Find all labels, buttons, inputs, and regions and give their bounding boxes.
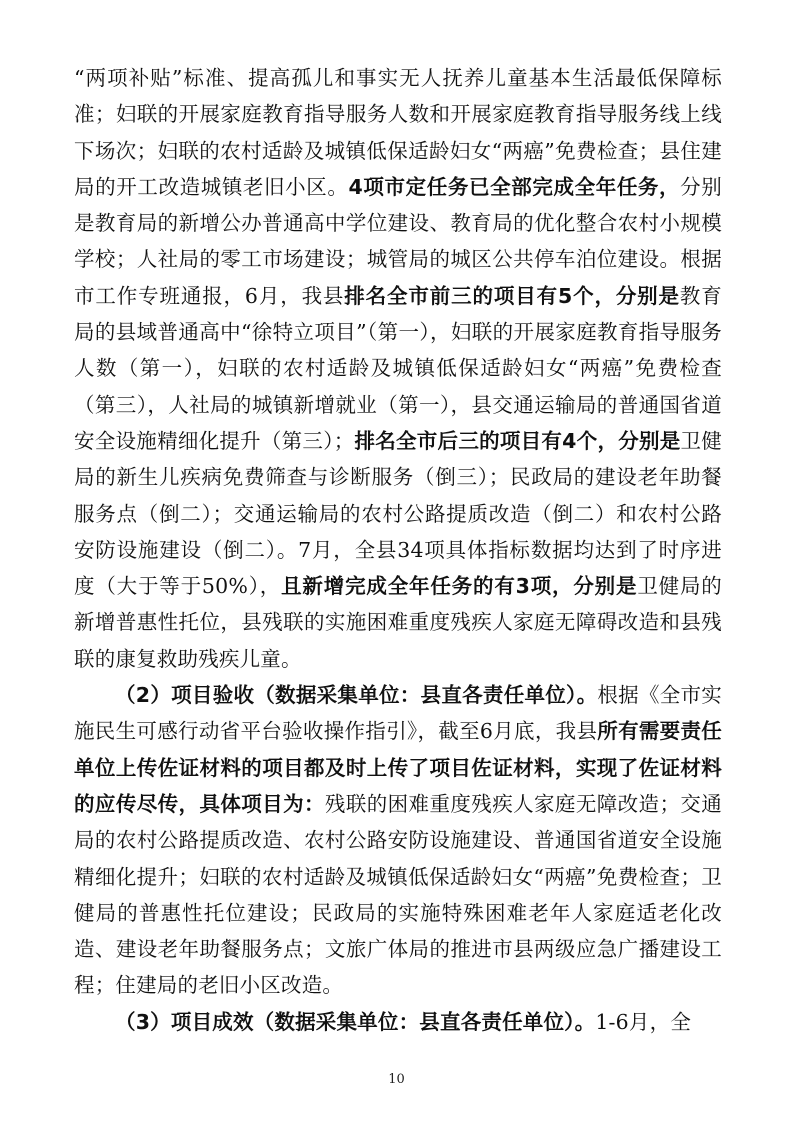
- text-run: 卫健局的新生儿疾病免费筛查与诊断服务（倒三）；民政局的建设老年助餐服务点（倒二）；交通运输局的农村公路提质改造（倒二）和农村公路安防设施建设（倒二）。7月，全县34项具体指标数据均达到了时序进度（大于等于50%），: [74, 428, 722, 599]
- body-text: [74, 60, 722, 1040]
- text-run: “两项补贴”标准、提高孤儿和事实无人抚养儿童基本生活最低保障标准；妇联的开展家庭教育指导服务人数和开展家庭教育指导服务线上线下场次；妇联的农村适龄及城镇低保适龄妇女“两癌”免费检查；县住建局的开工改造城镇老旧小区。: [74, 66, 722, 199]
- bold-text-run: 排名全市后三的项目有4个，分别是: [354, 428, 681, 453]
- bold-text-run: 且新增完成全年任务的有3项，分别是: [281, 574, 638, 599]
- bold-text-run: 排名全市前三的项目有5个，分别是: [344, 283, 680, 308]
- text-run: 1-6月，全: [595, 1009, 692, 1034]
- section-heading: （3）项目成效（数据采集单位：县直各责任单位）。: [115, 1009, 596, 1034]
- page-number: 10: [388, 1072, 405, 1087]
- paragraph-project-effect: [74, 1004, 722, 1040]
- bold-text-run: 4项市定任务已全部完成全年任务，: [348, 174, 681, 199]
- paragraph-continuation: [74, 60, 722, 677]
- paragraph-project-acceptance: [74, 677, 722, 1004]
- text-run: 根据《全市实施民生可感行动省平台验收操作指引》，截至6月底，我县: [74, 683, 723, 744]
- bold-text-run: 所有需要责任单位上传佐证材料的项目都及时上传了项目佐证材料，实现了佐证材料的应传尽传，具体项目为：: [74, 719, 722, 816]
- text-run: 卫健局的新增普惠性托位，县残联的实施困难重度残疾人家庭无障碍改造和县残联的康复救助残疾儿童。: [74, 574, 722, 671]
- text-run: 分别是教育局的新增公办普通高中学位建设、教育局的优化整合农村小规模学校；人社局的零工市场建设；城管局的城区公共停车泊位建设。根据市工作专班通报，6月，我县: [74, 174, 722, 308]
- section-heading: （2）项目验收（数据采集单位：县直各责任单位）。: [115, 683, 598, 708]
- text-run: 教育局的县域普通高中“徐特立项目”（第一），妇联的开展家庭教育指导服务人数（第一），妇联的农村适龄及城镇低保适龄妇女“两癌”免费检查（第三），人社局的城镇新增就业（第一），县交通运输局的普通国省道安全设施精细化提升（第三）；: [74, 283, 722, 453]
- text-run: 残联的困难重度残疾人家庭无障改造；交通局的农村公路提质改造、农村公路安防设施建设、普通国省道安全设施精细化提升；妇联的农村适龄及城镇低保适龄妇女“两癌”免费检查；卫健局的普惠性托位建设；民政局的实施特殊困难老年人家庭适老化改造、建设老年助餐服务点；文旅广体局的推进市县两级应急广播建设工程；住建局的老旧小区改造。: [74, 791, 722, 998]
